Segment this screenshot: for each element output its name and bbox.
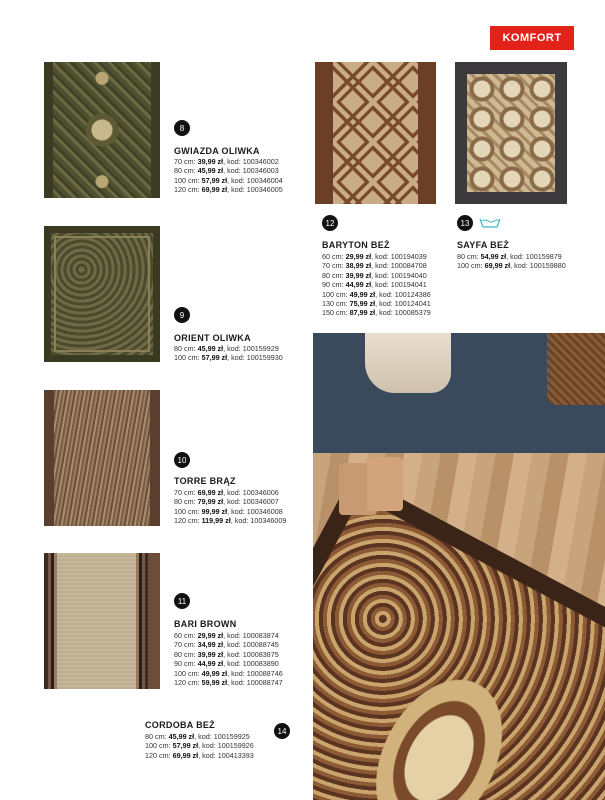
price-row: 100 cm: 49,99 zł, kod: 100124386	[322, 289, 431, 299]
price-row: 80 cm: 54,99 zł, kod: 100159879	[457, 252, 562, 261]
product-name: CORDOBA BEŻ	[145, 720, 215, 730]
price-row: 120 cm: 69,99 zł, kod: 100413393	[145, 750, 254, 760]
price-row: 80 cm: 45,99 zł, kod: 100346003	[174, 166, 279, 176]
price-row: 150 cm: 87,99 zł, kod: 100085379	[322, 308, 431, 318]
product-price-list	[322, 252, 431, 318]
price-row: 130 cm: 75,99 zł, kod: 100124041	[322, 299, 431, 309]
product-price-list	[174, 344, 283, 363]
product-name: SAYFA BEŻ	[457, 240, 510, 250]
washable-icon	[479, 217, 501, 229]
price-row: 100 cm: 57,99 zł, kod: 100159930	[174, 353, 283, 363]
product-price-list	[174, 488, 286, 526]
price-row: 80 cm: 45,99 zł, kod: 100159929	[174, 344, 279, 353]
price-row: 60 cm: 29,99 zł, kod: 100083874	[174, 631, 279, 640]
komfort-logo: KOMFORT	[490, 26, 574, 50]
product-number-badge: 8	[174, 120, 190, 136]
price-row: 100 cm: 57,99 zł, kod: 100346004	[174, 175, 283, 185]
product-price-list	[457, 252, 566, 271]
price-row: 70 cm: 39,99 zł, kod: 100346002	[174, 157, 279, 166]
rug-image-torre-braz[interactable]	[44, 390, 160, 526]
product-number-badge: 10	[174, 452, 190, 468]
price-row: 80 cm: 39,99 zł, kod: 100194040	[322, 270, 427, 280]
product-price-list	[174, 631, 283, 687]
price-row: 100 cm: 57,99 zł, kod: 100159926	[145, 741, 254, 751]
product-price-list	[174, 157, 283, 195]
product-number-badge: 13	[457, 215, 473, 231]
rug-image-baryton-bez[interactable]	[315, 62, 436, 204]
price-row: 100 cm: 49,99 zł, kod: 100088746	[174, 668, 283, 678]
rug-image-bari-brown[interactable]	[44, 553, 160, 689]
price-row: 120 cm: 119,99 zł, kod: 100346009	[174, 516, 287, 526]
cordoba-lifestyle-photo[interactable]	[313, 333, 605, 800]
price-row: 100 cm: 69,99 zł, kod: 100159880	[457, 261, 566, 271]
price-row: 90 cm: 44,99 zł, kod: 100194041	[322, 280, 427, 290]
product-name: TORRE BRĄZ	[174, 476, 236, 486]
price-row: 70 cm: 38,99 zł, kod: 100084708	[322, 261, 427, 271]
rug-image-gwiazda-oliwka[interactable]	[44, 62, 160, 198]
price-row: 70 cm: 34,99 zł, kod: 100088745	[174, 640, 279, 650]
rug-image-orient-oliwka[interactable]	[44, 226, 160, 362]
price-row: 80 cm: 45,99 zł, kod: 100159925	[145, 732, 250, 741]
price-row: 70 cm: 69,99 zł, kod: 100346006	[174, 488, 279, 497]
price-row: 80 cm: 79,99 zł, kod: 100346007	[174, 497, 279, 507]
product-number-badge: 12	[322, 215, 338, 231]
product-name: ORIENT OLIWKA	[174, 333, 251, 343]
rug-image-sayfa-bez[interactable]	[455, 62, 567, 204]
price-row: 120 cm: 69,99 zł, kod: 100346005	[174, 185, 283, 195]
price-row: 60 cm: 29,99 zł, kod: 100194039	[322, 252, 427, 261]
product-number-badge: 9	[174, 307, 190, 323]
price-row: 80 cm: 39,99 zł, kod: 100083875	[174, 649, 279, 659]
product-name: BARI BROWN	[174, 619, 237, 629]
product-number-badge: 11	[174, 593, 190, 609]
product-name: GWIAZDA OLIWKA	[174, 146, 260, 156]
price-row: 100 cm: 99,99 zł, kod: 100346008	[174, 506, 283, 516]
product-number-badge: 14	[274, 723, 290, 739]
price-row: 120 cm: 59,99 zł, kod: 100088747	[174, 678, 283, 688]
price-row: 90 cm: 44,99 zł, kod: 100083890	[174, 659, 279, 669]
product-price-list	[145, 732, 254, 760]
product-name: BARYTON BEŻ	[322, 240, 390, 250]
